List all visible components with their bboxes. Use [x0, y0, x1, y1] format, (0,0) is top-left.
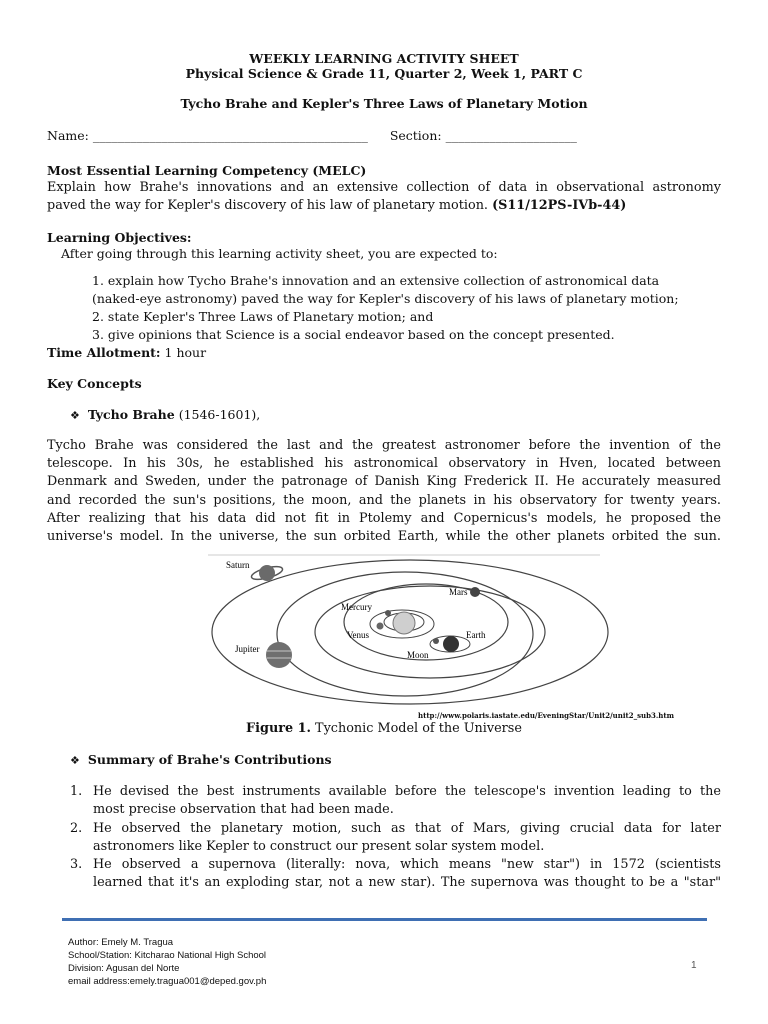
- label-moon: Moon: [407, 650, 429, 660]
- label-mercury: Mercury: [341, 602, 372, 612]
- time-value: 1 hour: [164, 345, 207, 360]
- objective-1b: (naked-eye astronomy) paved the way for Kepler's discovery of his laws of planetary motion;: [92, 291, 679, 306]
- name-blank: ____________________________________________: [92, 128, 368, 143]
- label-venus: Venus: [347, 630, 369, 640]
- objective-2: 2. state Kepler's Three Laws of Planetary motion; and: [92, 309, 434, 324]
- objectives-heading: Learning Objectives:: [47, 230, 192, 245]
- label-mars: Mars: [449, 587, 468, 597]
- diamond-bullet-icon: ❖: [70, 409, 80, 422]
- footer-info: [68, 936, 266, 988]
- venus: [377, 623, 384, 630]
- melc-heading: Most Essential Learning Competency (MELC): [47, 163, 367, 178]
- summary-heading: Summary of Brahe's Contributions: [87, 752, 332, 767]
- tycho-line: Tycho Brahe was considered the last and the greatest astronomer before the invention of the: [47, 438, 721, 453]
- mercury: [385, 610, 391, 616]
- melc-line-1: Explain how Brahe's innovations and an extensive collection of data in observational astronomy: [47, 180, 721, 195]
- time-label: Time Allotment:: [47, 345, 161, 360]
- section-label: Section:: [389, 128, 442, 143]
- summary-item-line: learned that it's an exploding star, not a new star). The supernova was thought to be a "star": [93, 875, 721, 891]
- melc-text: [47, 179, 721, 215]
- label-jupiter: Jupiter: [235, 644, 260, 654]
- tycho-line: After realizing that his data did not fit in Ptolemy and Copernicus's models, he proposed the: [47, 510, 721, 526]
- label-saturn: Saturn: [226, 560, 250, 570]
- jupiter: [266, 642, 292, 668]
- footer-email: email address:emely.tragua001@deped.gov.ph: [68, 976, 267, 987]
- sheet-heading: WEEKLY LEARNING ACTIVITY SHEET: [249, 51, 519, 66]
- figure-source-url: http://www.polaris.iastate.edu/EveningStar/Unit2/unit2_sub3.htm: [418, 711, 675, 720]
- figure-caption-text: Tychonic Model of the Universe: [315, 721, 522, 736]
- diamond-bullet-icon: ❖: [70, 754, 80, 767]
- moon: [433, 638, 439, 644]
- summary-item-number: 1.: [70, 784, 83, 799]
- melc-code: (S11/12PS-IVb-44): [492, 198, 627, 214]
- tycho-line: universe's model. In the universe, the sun orbited Earth, while the other planets orbited the sun.: [47, 529, 721, 545]
- mars: [470, 587, 480, 597]
- objective-1a: 1. explain how Tycho Brahe's innovation and an extensive collection of astronomical data: [92, 273, 660, 288]
- summary-item-line: He observed a supernova (literally: nova, which means "new star") in 1572 (scientists: [93, 857, 721, 872]
- summary-item-line: most precise observation that had been made.: [93, 802, 394, 818]
- tycho-name: Tycho Brahe: [87, 407, 175, 422]
- tycho-line: Denmark and Sweden, under the patronage of Danish King Frederick II. He accurately measured: [47, 474, 721, 490]
- lesson-title: Tycho Brahe and Kepler's Three Laws of Planetary Motion: [180, 96, 588, 111]
- tycho-years: (1546-1601),: [178, 407, 261, 422]
- figure-caption-label: Figure 1.: [246, 721, 311, 736]
- summary-bullet: [70, 752, 332, 767]
- tycho-bullet: [70, 407, 260, 422]
- summary-item-line: astronomers like Kepler to construct our present solar system model.: [93, 839, 545, 855]
- footer-author: Author: Emely M. Tragua: [68, 937, 174, 948]
- summary-item-number: 2.: [70, 821, 83, 836]
- mars-orbit: [344, 584, 508, 660]
- footer-division: Division: Agusan del Norte: [68, 963, 180, 974]
- summary-item-number: 3.: [70, 857, 83, 872]
- figure-caption: [0, 721, 768, 736]
- time-allotment: [47, 345, 206, 360]
- section-blank: _____________________: [445, 128, 577, 143]
- footer-rule: [62, 918, 707, 921]
- key-concepts-heading: Key Concepts: [47, 376, 142, 391]
- page-number: 1: [691, 960, 697, 971]
- tychonic-model-figure: [200, 552, 610, 712]
- footer-school: School/Station: Kitcharao National High School: [68, 950, 267, 961]
- earth: [443, 636, 459, 652]
- tycho-line: and recorded the sun's positions, the moon, and the planets in his observatory for twenty years.: [47, 492, 721, 508]
- name-field-row: [47, 128, 577, 143]
- summary-item-line: He observed the planetary motion, such as that of Mars, giving crucial data for later: [93, 821, 721, 836]
- label-earth: Earth: [466, 630, 486, 640]
- objective-3: 3. give opinions that Science is a social endeavor based on the concept presented.: [92, 327, 615, 342]
- summary-item-line: He devised the best instruments available before the telescope's invention leading to the: [93, 784, 721, 799]
- objectives-intro: After going through this learning activity sheet, you are expected to:: [61, 246, 498, 261]
- sheet-subheading: Physical Science & Grade 11, Quarter 2, Week 1, PART C: [185, 66, 583, 81]
- sun: [393, 612, 415, 634]
- name-label: Name:: [47, 128, 89, 143]
- tycho-paragraph: [47, 437, 721, 546]
- tycho-line: telescope. In his 30s, he established his astronomical observatory in Hven, located between: [47, 456, 721, 472]
- melc-line-2: paved the way for Kepler's discovery of his law of planetary motion.: [47, 198, 489, 214]
- saturn: [259, 565, 275, 581]
